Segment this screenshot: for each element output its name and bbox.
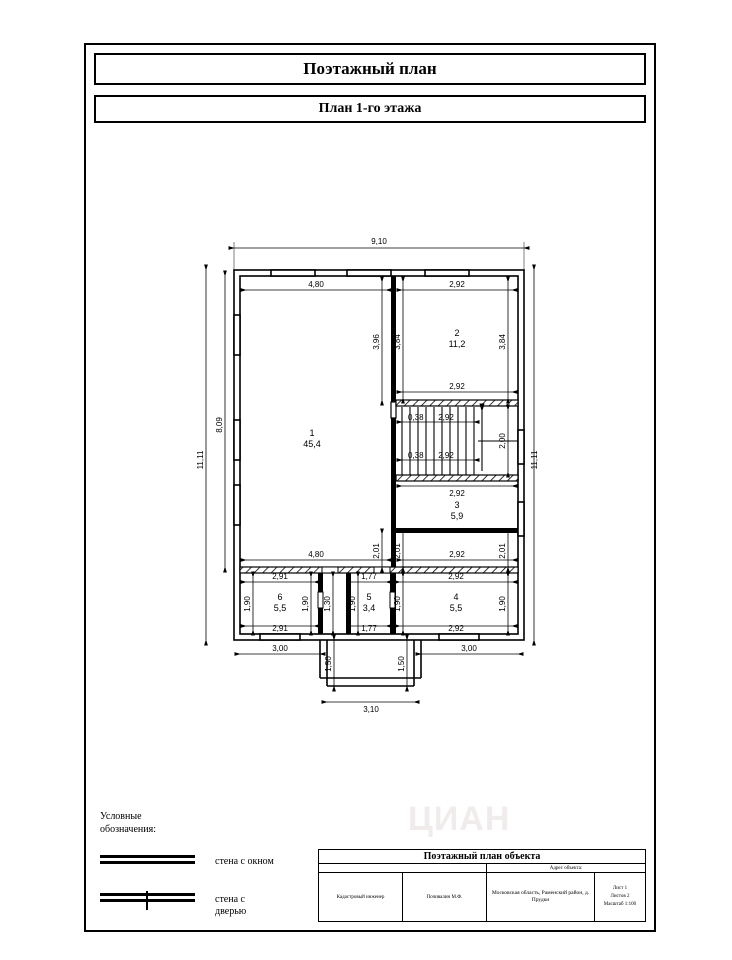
title-block-body xyxy=(319,873,645,921)
title-block-engineer-role: Кадастровый инженер xyxy=(319,873,403,921)
dim-190-e: 1,90 xyxy=(498,596,507,612)
room-3-area: 5,9 xyxy=(450,511,464,521)
dim-top-left-room: 4,80 xyxy=(308,280,324,289)
dim-vert-201-b: 2,01 xyxy=(393,543,402,559)
dim-left-overall: 11,11 xyxy=(196,450,205,470)
room-6-number: 6 xyxy=(277,592,283,602)
dim-bottom-177-bot: 1,77 xyxy=(361,624,377,633)
title-block-sheet: Лист 1 xyxy=(612,886,628,891)
dim-stair-top: 2,92 xyxy=(449,382,465,391)
document-title-box xyxy=(94,53,646,85)
dim-stair-038-a: 0,38 xyxy=(408,413,424,422)
page-subtitle: План 1-го этажа xyxy=(318,101,422,116)
room-4-number: 4 xyxy=(453,592,459,602)
legend-heading-line2: обозначения: xyxy=(100,824,156,835)
dim-right-overall: 11,11 xyxy=(530,450,539,470)
title-block-engineer-name: Почивалин М.Ф. xyxy=(403,873,487,921)
dim-inner-384-b: 3,84 xyxy=(498,334,507,350)
dim-inner-384-a: 3,84 xyxy=(393,334,402,350)
room-5-area: 3,4 xyxy=(362,603,376,613)
title-block-sheets-total: Листов 2 xyxy=(610,894,630,899)
dim-mid-right-292: 2,92 xyxy=(449,550,465,559)
dim-bottom-292-top: 2,92 xyxy=(448,572,464,581)
watermark: ЦИАН xyxy=(408,800,511,838)
dim-190-c: 1,90 xyxy=(348,596,357,612)
title-block-spacer xyxy=(319,864,487,872)
room-1-area: 45,4 xyxy=(303,439,321,449)
page-title: Поэтажный план xyxy=(303,59,437,78)
room-5-number: 5 xyxy=(366,592,372,602)
dim-vert-201-c: 2,01 xyxy=(498,543,507,559)
title-block-address-label: Адрес объекта: xyxy=(549,865,583,871)
title-block-scale: Масштаб 1:100 xyxy=(603,902,637,907)
legend-label-door-line1: стена с xyxy=(215,894,245,905)
dim-porch-150-left: 1,50 xyxy=(324,656,333,672)
dim-190-b: 1,90 xyxy=(301,596,310,612)
title-block xyxy=(318,849,646,922)
dim-porch-150-right: 1,50 xyxy=(397,656,406,672)
dim-190-d: 1,90 xyxy=(393,596,402,612)
title-block-address: Московская область, Раменский район, д. Прудки xyxy=(487,873,595,921)
legend-heading-line1: Условные xyxy=(100,811,142,822)
dim-bottom-291-bot: 2,91 xyxy=(272,624,288,633)
dim-stair-200: 2,00 xyxy=(498,433,507,449)
dim-bottom-292-bot: 2,92 xyxy=(448,624,464,633)
floor-plan-drawing xyxy=(94,130,646,790)
dim-vert-201-a: 2,01 xyxy=(372,543,381,559)
dim-inner-396: 3,96 xyxy=(372,334,381,350)
room-2-area: 11,2 xyxy=(448,339,466,349)
legend-label-window: стена с окном xyxy=(215,856,274,867)
room-4-area: 5,5 xyxy=(449,603,463,613)
document-subtitle-box xyxy=(94,95,646,123)
title-block-title: Поэтажный план объекта xyxy=(319,850,645,864)
dim-stair-292-b: 2,92 xyxy=(438,451,454,460)
dim-porch-310: 3,10 xyxy=(363,705,379,714)
dim-top-right-room: 2,92 xyxy=(449,280,465,289)
dim-bottom-291-top: 2,91 xyxy=(272,572,288,581)
room-2-number: 2 xyxy=(454,328,460,338)
dim-bottom-300-left: 3,00 xyxy=(272,644,288,653)
dim-bottom-177-top: 1,77 xyxy=(361,572,377,581)
legend-label-door-line2: дверью xyxy=(215,906,247,917)
dim-stair-bottom: 2,92 xyxy=(449,489,465,498)
dim-stair-292-a: 2,92 xyxy=(438,413,454,422)
dim-top-overall: 9,10 xyxy=(371,237,387,246)
legend-heading xyxy=(100,810,156,836)
dim-190-a: 1,90 xyxy=(243,596,252,612)
title-block-address-row xyxy=(319,864,645,873)
dim-bottom-300-right: 3,00 xyxy=(461,644,477,653)
dim-left-upper: 8,09 xyxy=(215,417,224,433)
room-6-area: 5,5 xyxy=(273,603,287,613)
room-1-number: 1 xyxy=(309,428,315,438)
wall-with-door-icon xyxy=(100,893,195,902)
dim-mid-left-480: 4,80 xyxy=(308,550,324,559)
title-block-sheet-info xyxy=(595,873,645,921)
dim-stair-038-b: 0,38 xyxy=(408,451,424,460)
dim-130: 1,30 xyxy=(323,596,332,612)
room-3-number: 3 xyxy=(454,500,460,510)
wall-with-window-icon xyxy=(100,855,195,864)
